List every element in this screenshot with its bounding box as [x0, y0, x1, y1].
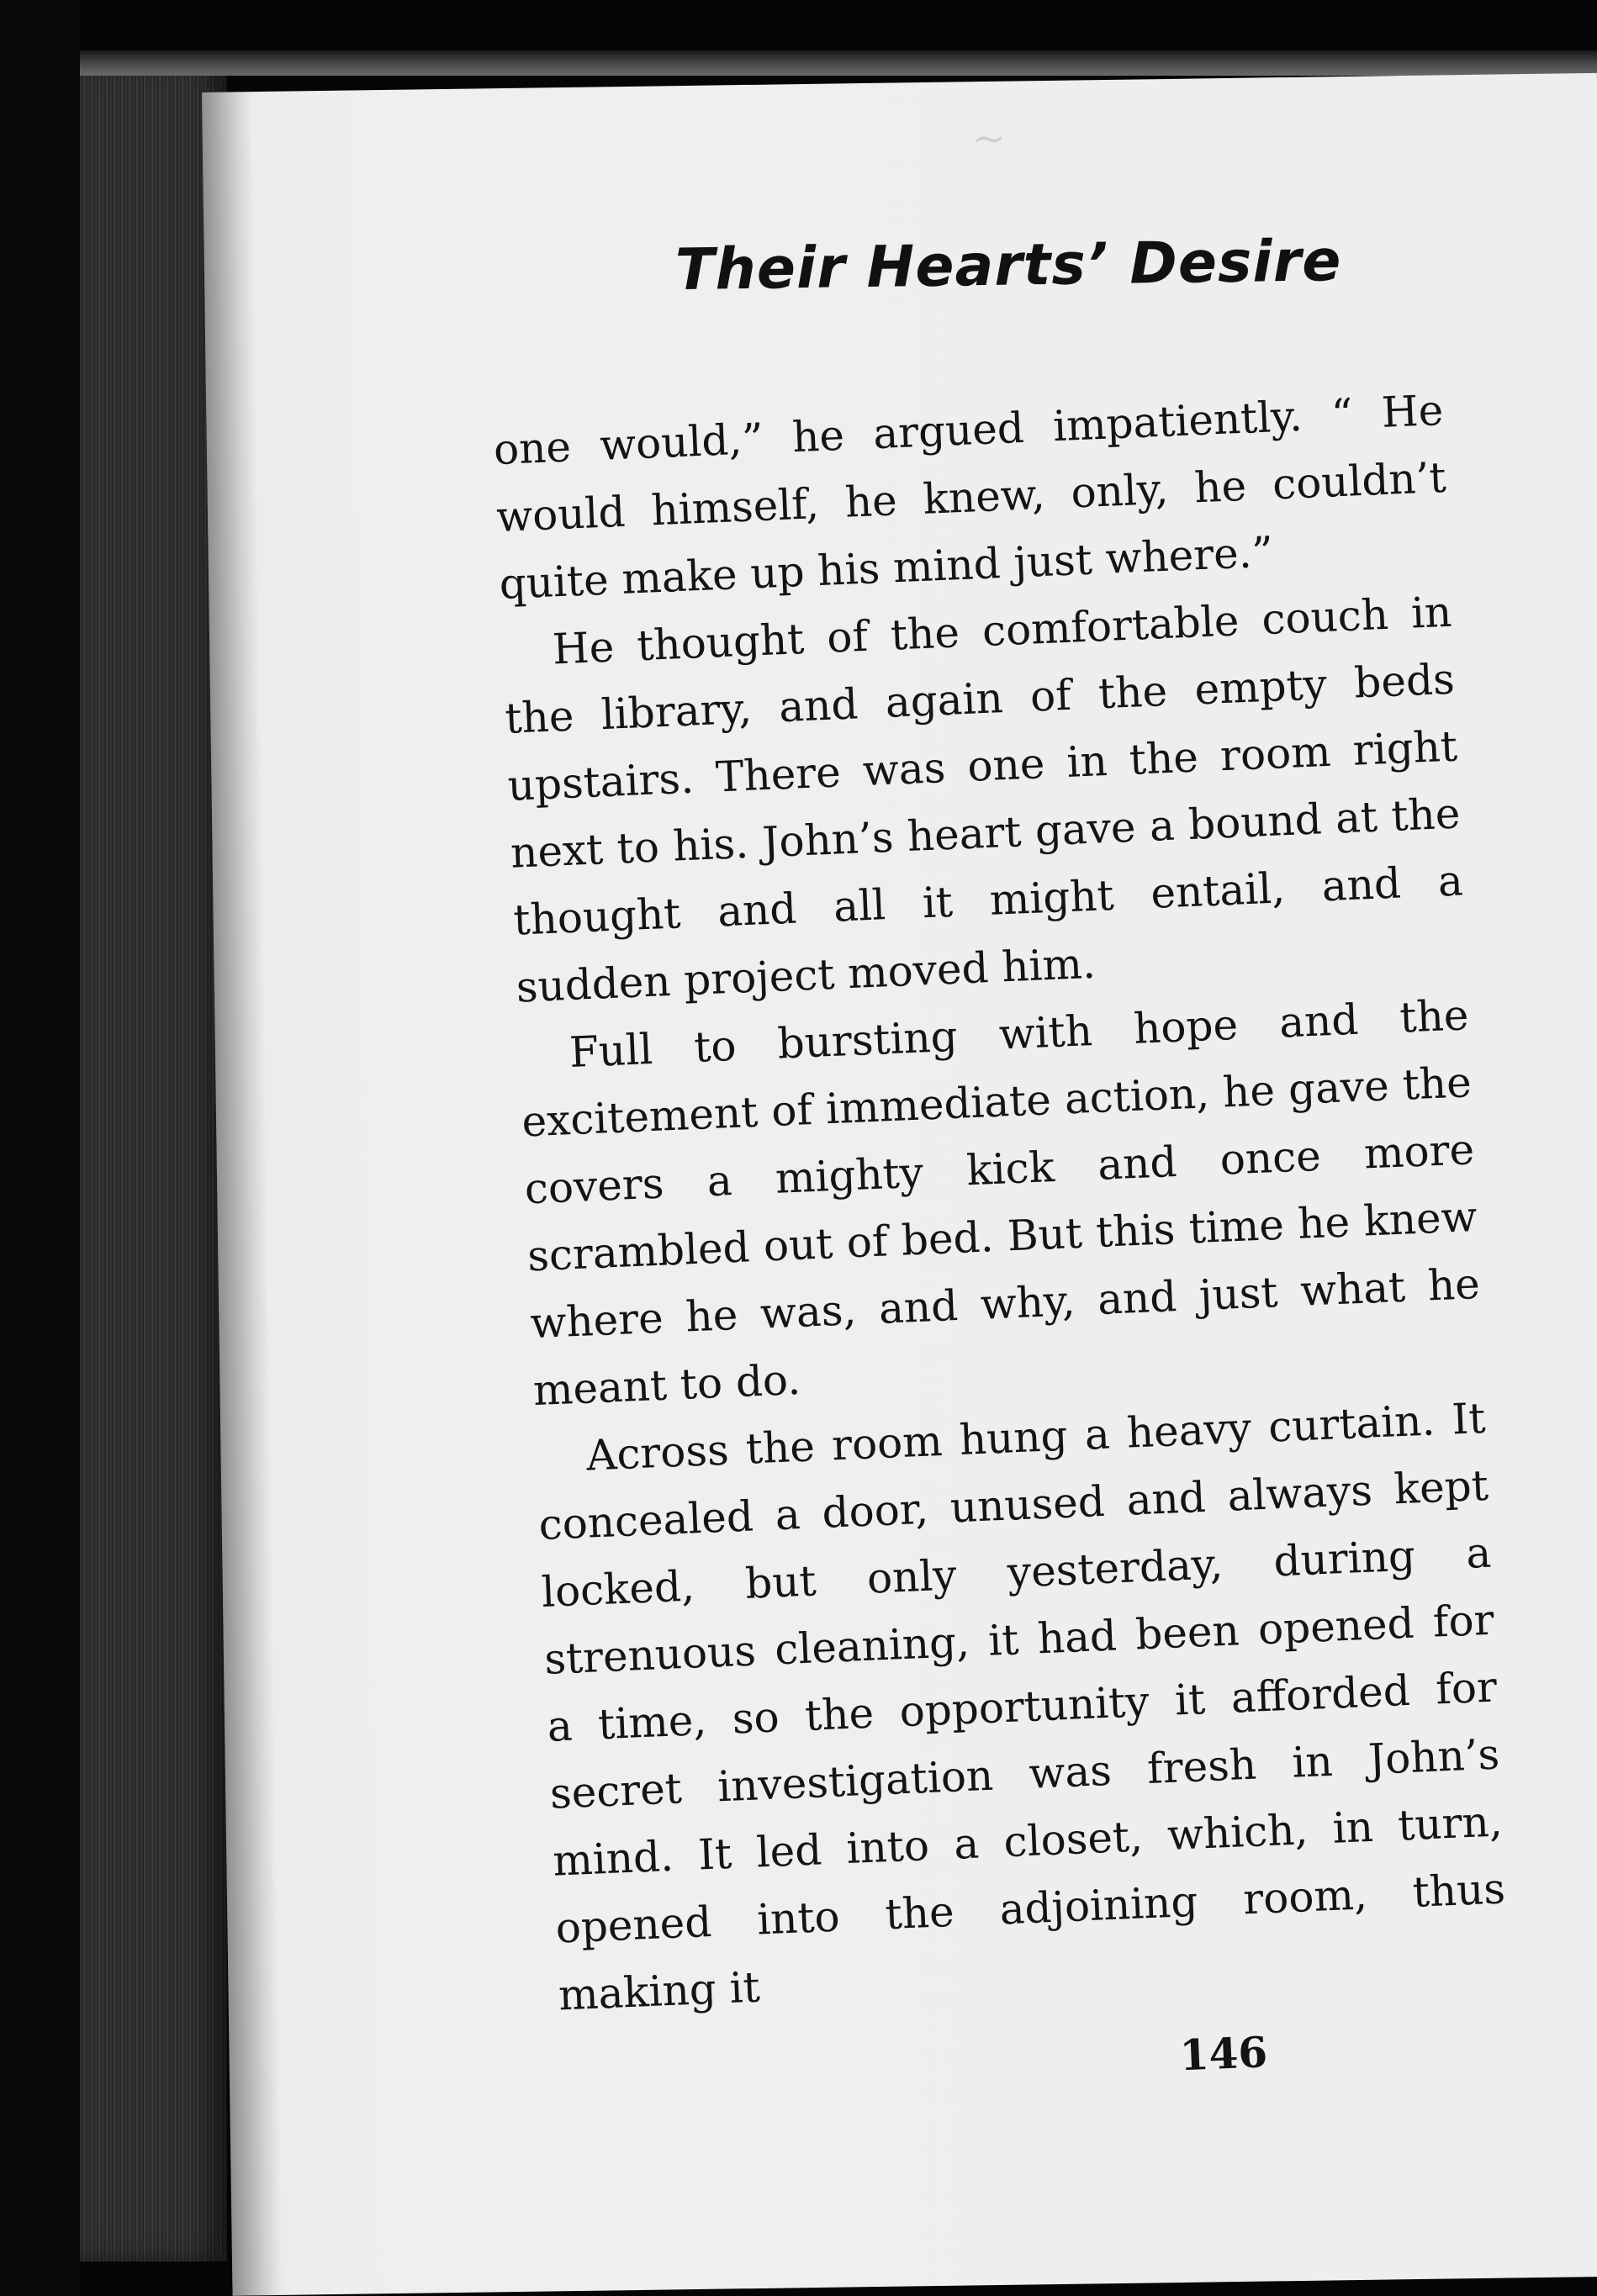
page-top-edge	[80, 50, 1597, 76]
book-page	[202, 73, 1597, 2296]
paragraph-1: one would,” he argued impatiently. “ He would himself, he knew, only, he couldn’t quite make up his mind just where.”	[492, 385, 1447, 610]
paragraph-2: He thought of the comfortable couch in the library, and again of the empty beds upstairs. There was one in the room right next to his. John’s heart gave a bound at the thought and all it might entail, and a sudden project moved him.	[504, 587, 1464, 1012]
paragraph-4: Across the room hung a heavy curtain. It concealed a door, unused and always kept locked, but only yesterday, during a strenuous cleaning, it had been opened for a time, so the opportunity it afforded for secret investigation was fresh in John’s mind. It led into a closet, which, in turn, opened into the adjoining room, thus making it	[537, 1393, 1507, 2020]
paragraph-3: Full to bursting with hope and the excitement of immediate action, he gave the covers a mighty kick and once more scrambled out of bed. But this time he knew where he was, and why, and just what he meant to do.	[521, 990, 1481, 1416]
running-head: Their Hearts’ Desire	[674, 228, 1342, 304]
body-text	[492, 377, 1509, 2029]
page-number: 146	[1178, 2027, 1269, 2081]
scan-mark: ~	[971, 114, 1003, 163]
page-edges-stack	[80, 59, 227, 2262]
book-cover-edge	[0, 0, 80, 2296]
